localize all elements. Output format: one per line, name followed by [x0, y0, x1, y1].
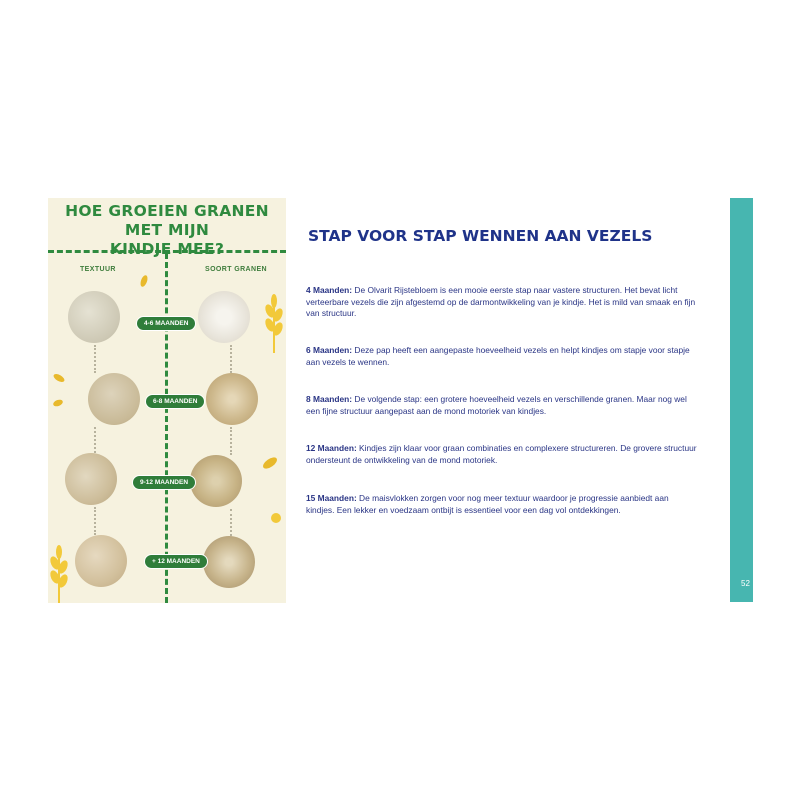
- texture-image-1: [68, 291, 120, 343]
- paragraph-8-months: [306, 394, 698, 417]
- paragraph-text: Deze pap heeft een aangepaste hoeveelheid vezels en helpt kindjes om stapje voor stapje aan vezels te wennen.: [306, 345, 690, 367]
- texture-image-3: [65, 453, 117, 505]
- page-title: STAP VOOR STAP WENNEN AAN VEZELS: [308, 227, 653, 245]
- grain-image-3: [190, 455, 242, 507]
- paragraph-label: 8 Maanden:: [306, 394, 353, 404]
- wheat-icon: [262, 293, 286, 353]
- paragraph-4-months: [306, 285, 698, 320]
- connector-dots: [230, 427, 232, 455]
- paragraph-text: De maisvlokken zorgen voor nog meer textuur waardoor je progressie aanbiedt aan kindjes. Een lekker en voedzaam ontbijt is essentieel voor een dag vol ontdekkingen.: [306, 493, 669, 515]
- grain-image-4: [203, 536, 255, 588]
- paragraph-text: De volgende stap: een grotere hoeveelheid vezels en verschillende granen. Maar nog wel een fijne structuur aangepast aan de mond motoriek van kindjes.: [306, 394, 687, 416]
- infographic-title-line2: KINDJE MEE?: [109, 240, 225, 258]
- paragraph-label: 6 Maanden:: [306, 345, 353, 355]
- age-badge-9-12: 9-12 MAANDEN: [132, 475, 196, 490]
- paragraph-label: 15 Maanden:: [306, 493, 357, 503]
- grain-image-1: [198, 291, 250, 343]
- page-number: 52: [741, 579, 750, 588]
- paragraph-6-months: [306, 345, 698, 368]
- age-badge-6-8: 6-8 MAANDEN: [145, 394, 205, 409]
- paragraph-text: De Olvarit Rijstebloem is een mooie eerste stap naar vastere structuren. Het bevat licht verteerbare vezels die zijn afgestemd op de darmontwikkeling van je kindje. Het is mild van smaak en fijn van structuur.: [306, 285, 696, 318]
- connector-dots: [230, 509, 232, 536]
- paragraph-text: Kindjes zijn klaar voor graan combinaties en complexere structureren. De grovere structuur ondersteunt de ontwikkeling van de mond motoriek.: [306, 443, 697, 465]
- paragraph-label: 4 Maanden:: [306, 285, 353, 295]
- accent-sidebar-bar: [730, 198, 753, 602]
- connector-dots: [94, 427, 96, 453]
- infographic-title-line1: HOE GROEIEN GRANEN MET MIJN: [65, 202, 269, 239]
- paragraph-15-months: [306, 493, 698, 516]
- age-badge-4-6: 4-6 MAANDEN: [136, 316, 196, 331]
- infographic-image: [48, 198, 286, 603]
- cereal-flake-icon: [138, 274, 150, 288]
- vertical-divider: [165, 253, 168, 603]
- connector-dots: [94, 345, 96, 373]
- column-header-texture: TEXTUUR: [80, 266, 116, 273]
- age-badge-12-plus: + 12 MAANDEN: [144, 554, 208, 569]
- connector-dots: [230, 345, 232, 373]
- texture-image-2: [88, 373, 140, 425]
- column-header-grains: SOORT GRANEN: [205, 266, 267, 273]
- connector-dots: [94, 507, 96, 535]
- grain-image-2: [206, 373, 258, 425]
- wheat-icon: [48, 543, 70, 603]
- paragraph-12-months: [306, 443, 698, 466]
- cereal-flake-icon: [256, 453, 284, 523]
- texture-image-4: [75, 535, 127, 587]
- cereal-flake-icon: [50, 368, 68, 418]
- paragraph-label: 12 Maanden:: [306, 443, 357, 453]
